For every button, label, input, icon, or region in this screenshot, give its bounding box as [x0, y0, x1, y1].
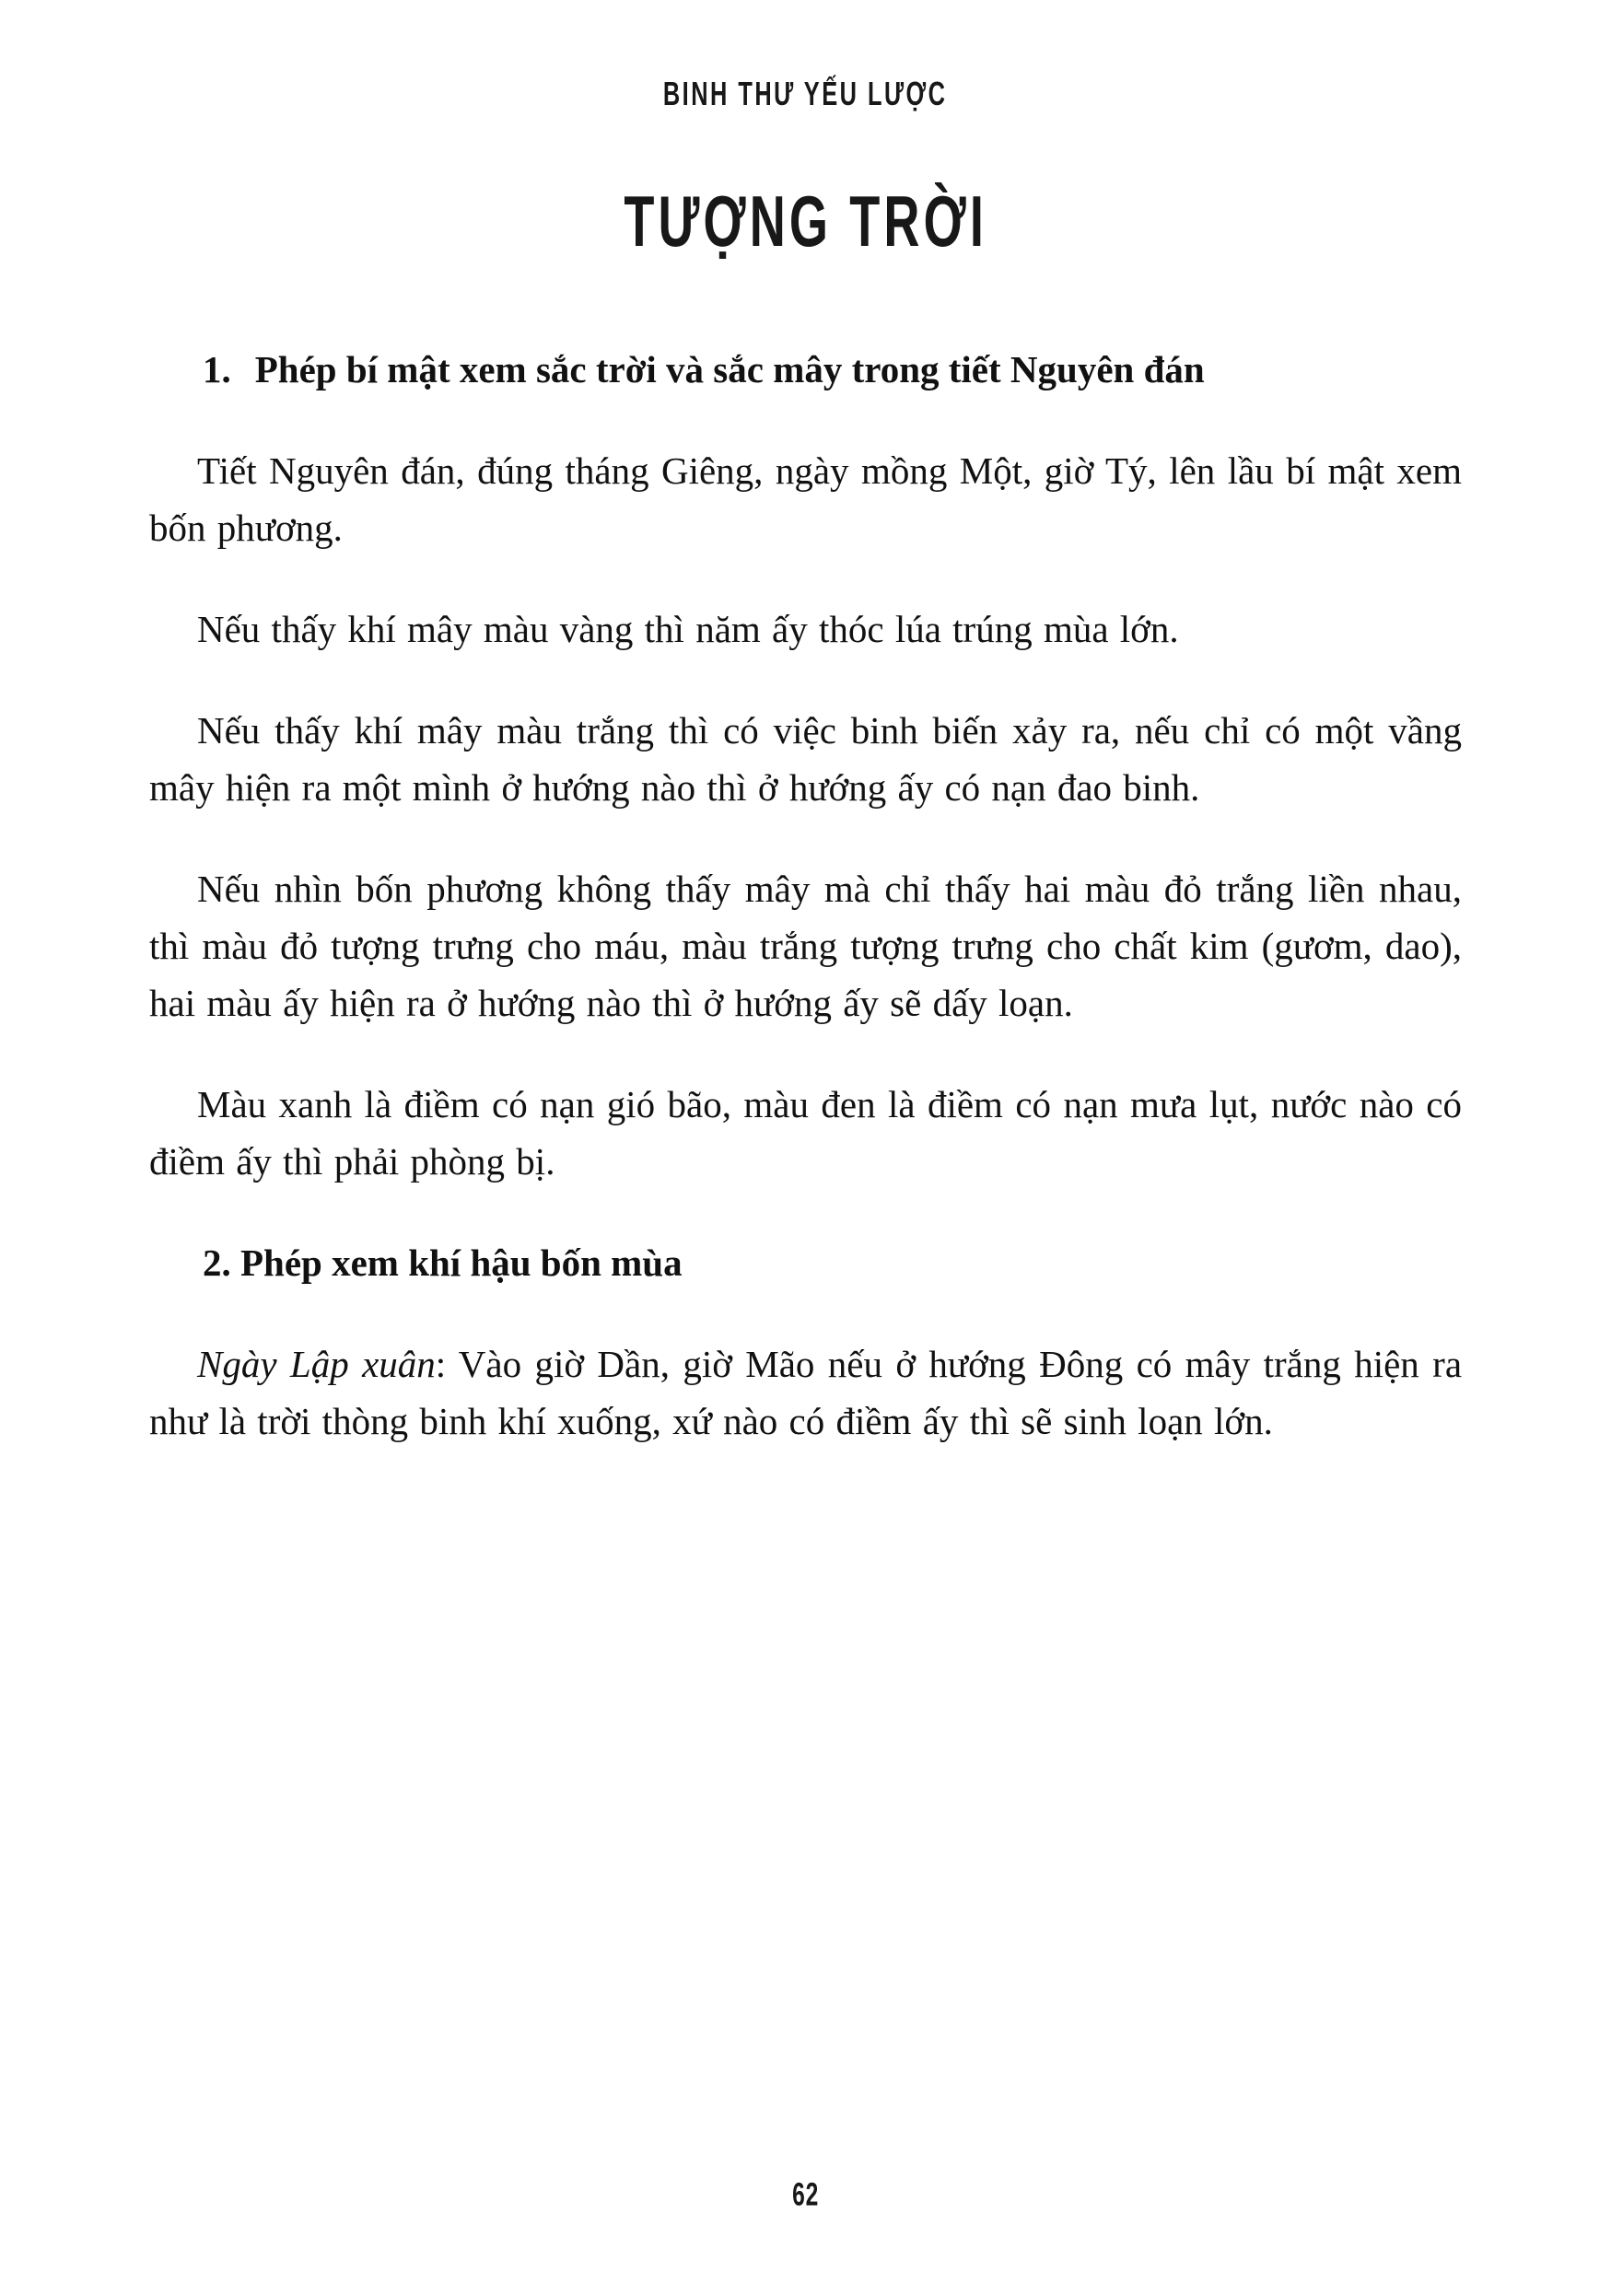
page-number-wrap [0, 2176, 1611, 2213]
section-1-number: 1. [203, 348, 231, 390]
section-1-heading-text: Phép bí mật xem sắc trời và sắc mây trong tiết Nguyên đán [254, 348, 1205, 390]
section-1-heading [149, 341, 1462, 398]
section-1-paragraph-4: Nếu nhìn bốn phương không thấy mây mà chỉ thấy hai màu đỏ trắng liền nhau, thì màu đỏ tượng trưng cho máu, màu trắng tượng trưng cho chất kim (gươm, dao), hai màu ấy hiện ra ở hướng nào thì ở hướng ấy sẽ dấy loạn. [149, 868, 1462, 1024]
chapter-title: TƯỢNG TRỜI [624, 181, 987, 262]
section-1-paragraph-1: Tiết Nguyên đán, đúng tháng Giêng, ngày mồng Một, giờ Tý, lên lầu bí mật xem bốn phương. [149, 449, 1462, 549]
section-2-paragraph-1-lead: Ngày Lập xuân [197, 1343, 436, 1385]
running-head [0, 74, 1611, 113]
page-content [149, 341, 1462, 1450]
section-2-paragraph-1 [149, 1335, 1462, 1450]
section-2-paragraph-1-rest: : Vào giờ Dần, giờ Mão nếu ở hướng Đông có mây trắng hiện ra như là trời thòng binh khí xuống, xứ nào có điềm ấy thì sẽ sinh loạn lớn. [149, 1343, 1463, 1442]
section-1-paragraph-2: Nếu thấy khí mây màu vàng thì năm ấy thóc lúa trúng mùa lớn. [197, 608, 1179, 650]
section-1-paragraph-3: Nếu thấy khí mây màu trắng thì có việc binh biến xảy ra, nếu chỉ có một vầng mây hiện ra một mình ở hướng nào thì ở hướng ấy có nạn đao binh. [149, 709, 1462, 809]
page-number: 62 [791, 2176, 820, 2213]
section-1-paragraph-5: Màu xanh là điềm có nạn gió bão, màu đen là điềm có nạn mưa lụt, nước nào có điềm ấy thì phải phòng bị. [149, 1083, 1462, 1183]
section-2-heading: 2. Phép xem khí hậu bốn mùa [203, 1241, 683, 1284]
running-head-text: BINH THƯ YẾU LƯỢC [663, 74, 948, 113]
chapter-title-wrap [0, 181, 1611, 262]
